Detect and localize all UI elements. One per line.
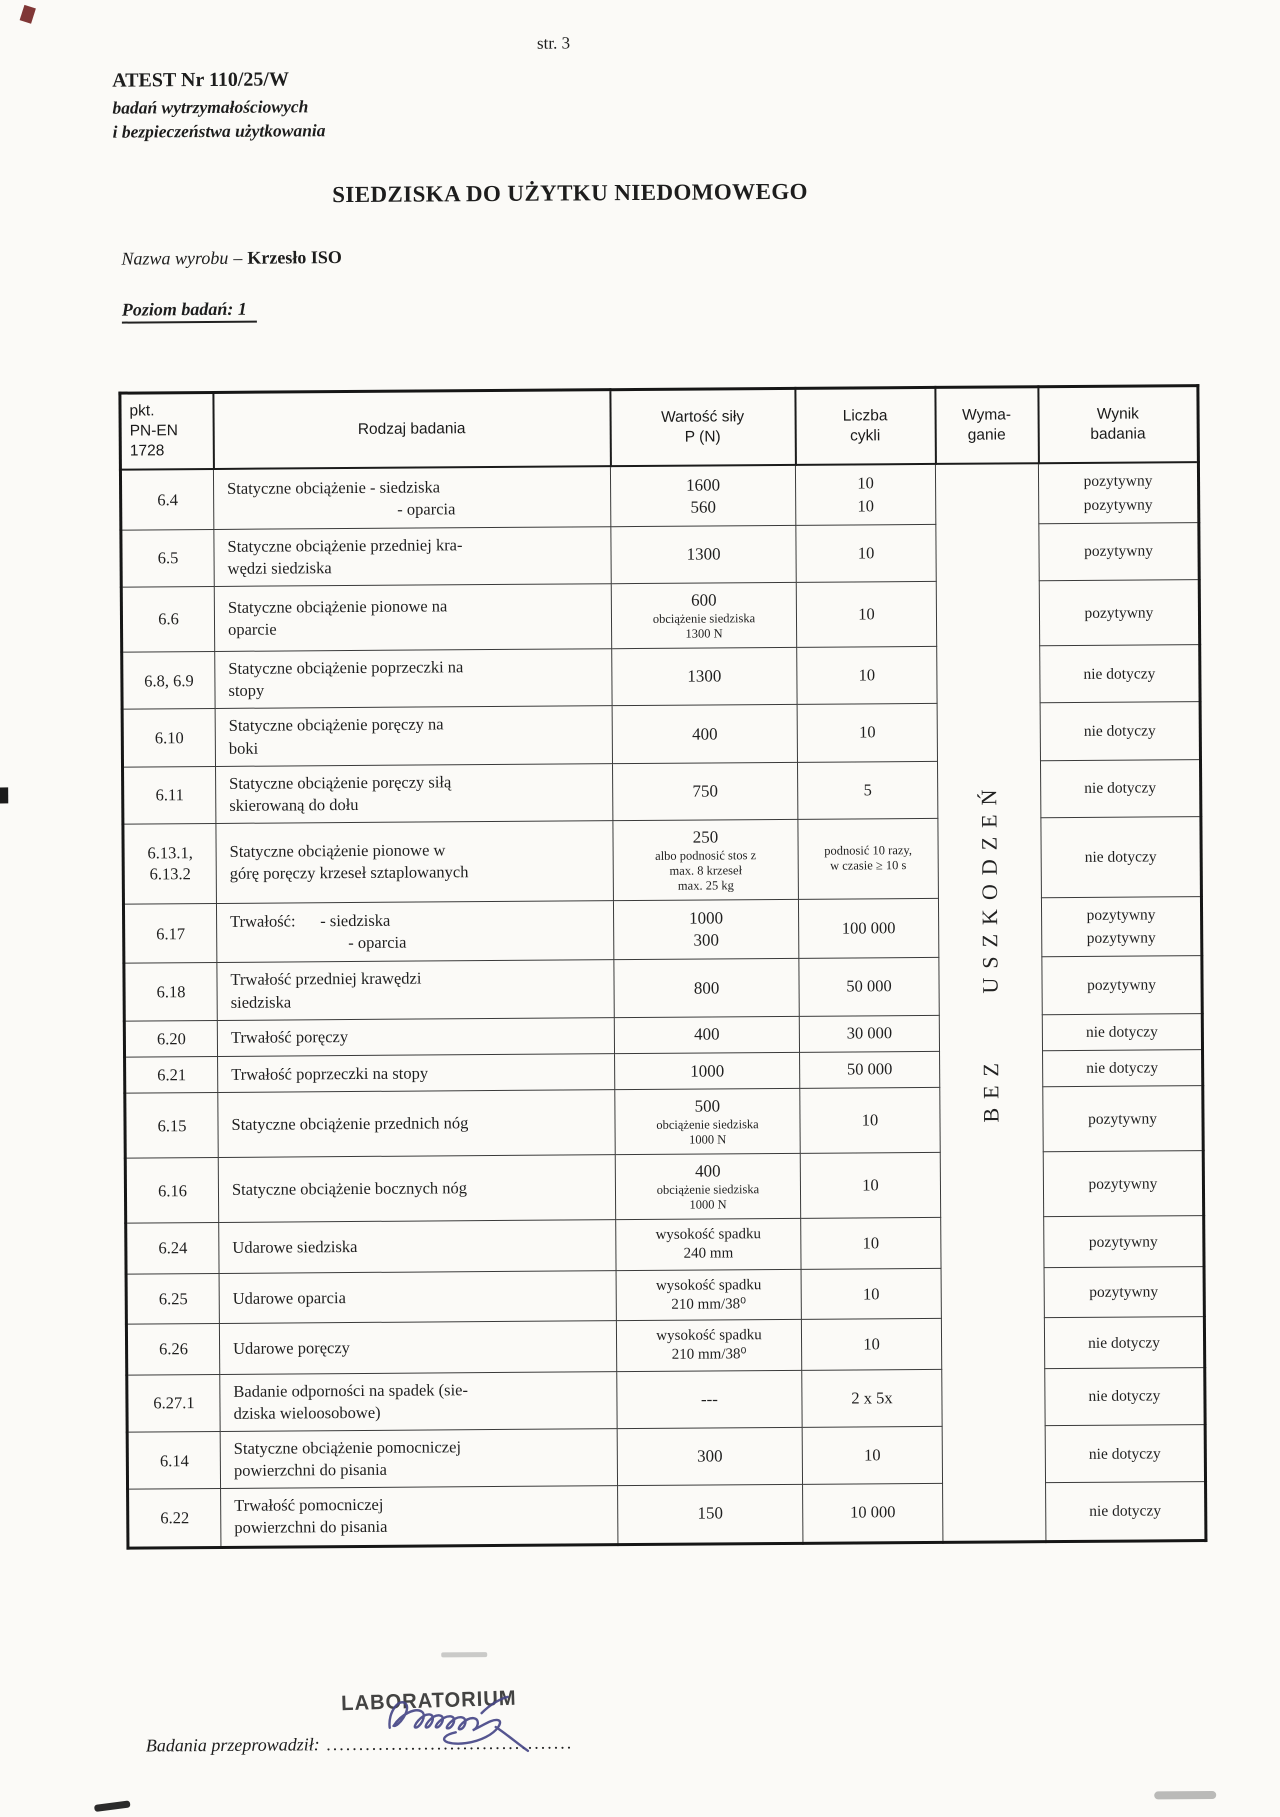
cycles-value: 10 xyxy=(864,1445,881,1465)
result-value: nie dotyczy xyxy=(1083,722,1156,740)
force-value: wysokość spadku xyxy=(656,1327,762,1345)
cycles-value: 10 xyxy=(858,604,875,624)
col-header-line: P (N) xyxy=(684,428,721,446)
cell-liczba-cykli xyxy=(803,1484,943,1543)
force-value: 150 xyxy=(697,1503,724,1524)
cell-wynik-badania xyxy=(1039,580,1199,646)
cycles-value: 10 xyxy=(857,543,875,563)
test-line: Udarowe siedziska xyxy=(232,1237,358,1257)
test-line: Statyczne obciążenie poprzeczki na xyxy=(228,657,464,679)
cell-pkt xyxy=(122,652,215,710)
cell-pkt xyxy=(127,1374,220,1432)
certificate-subtitle-line2: i bezpieczeństwa użytkowania xyxy=(112,119,326,142)
cell-pkt xyxy=(127,1432,220,1490)
cell-liczba-cykli xyxy=(801,1218,941,1269)
table-row xyxy=(120,463,1198,531)
cell-rodzaj-badania xyxy=(218,1090,615,1158)
cell-wartosc-sily xyxy=(615,1089,800,1155)
force-value: 400 xyxy=(694,1024,720,1044)
product-label: Nazwa wyrobu xyxy=(121,247,229,269)
cell-wartosc-sily xyxy=(615,1052,800,1090)
col-header-line: Wartość siły xyxy=(661,408,745,426)
result-value: nie dotyczy xyxy=(1085,1023,1158,1041)
force-value: 400 xyxy=(691,723,718,744)
cell-wynik-badania xyxy=(1038,463,1198,524)
cell-liczba-cykli xyxy=(800,1051,940,1088)
pkt-line: 6.10 xyxy=(154,728,184,748)
test-line: Statyczne obciążenie poręczy siłą xyxy=(229,771,452,793)
cell-liczba-cykli xyxy=(797,704,937,762)
cycles-value: 10 xyxy=(857,473,874,493)
cell-wartosc-sily xyxy=(613,819,799,900)
pkt-line: 6.27.1 xyxy=(153,1393,195,1413)
cell-liczba-cykli xyxy=(798,898,938,958)
col-header-line: Rodzaj badania xyxy=(357,420,466,439)
scan-artifact xyxy=(0,787,8,803)
test-line: Statyczne obciążenie pionowe na xyxy=(227,596,448,617)
result-value: nie dotyczy xyxy=(1083,665,1156,683)
cycles-value: 5 xyxy=(863,780,872,800)
cell-liczba-cykli xyxy=(796,582,936,648)
pkt-line: 6.26 xyxy=(159,1339,189,1359)
cycles-value: 10 xyxy=(862,1233,880,1253)
dotted-line: ........................... xyxy=(319,1732,502,1755)
cell-liczba-cykli xyxy=(802,1427,942,1485)
force-value: wysokość spadku xyxy=(655,1226,762,1244)
force-value: 600 xyxy=(691,590,717,610)
signature-label: Badania przeprowadził: xyxy=(145,1734,320,1756)
cell-pkt xyxy=(125,1093,218,1159)
force-value: --- xyxy=(700,1389,718,1409)
test-line: Trwałość przedniej krawędzi xyxy=(230,969,422,990)
cell-liczba-cykli xyxy=(798,818,939,899)
cell-rodzaj-badania xyxy=(221,1486,618,1547)
cell-pkt xyxy=(124,963,217,1021)
test-line: stopy xyxy=(228,680,265,701)
cycles-value: 10 xyxy=(861,1110,879,1130)
cell-wynik-badania xyxy=(1040,702,1200,760)
cell-wynik-badania xyxy=(1046,1482,1206,1541)
result-value: pozytywny xyxy=(1087,976,1157,994)
product-line xyxy=(121,247,342,270)
cell-rodzaj-badania xyxy=(218,1054,615,1093)
cell-liczba-cykli xyxy=(800,1088,940,1154)
requirement-cell xyxy=(935,464,1046,1542)
cell-pkt xyxy=(122,709,215,767)
scan-artifact xyxy=(441,1652,487,1657)
cell-pkt xyxy=(126,1324,219,1375)
result-value: nie dotyczy xyxy=(1088,1444,1161,1463)
pkt-line: 6.13.2 xyxy=(149,864,191,884)
result-value: nie dotyczy xyxy=(1084,779,1157,798)
cycles-note: w czasie ≥ 10 s xyxy=(830,858,907,874)
col-header-line: Wyma- xyxy=(962,406,1012,424)
force-note: max. 25 kg xyxy=(677,878,734,893)
cell-liczba-cykli xyxy=(797,647,937,705)
cell-rodzaj-badania xyxy=(220,1429,617,1489)
cell-rodzaj-badania xyxy=(215,649,612,709)
test-line: Statyczne obciążenie pomocniczej xyxy=(233,1437,462,1458)
test-line: dziska wieloosobowe) xyxy=(233,1402,381,1423)
force-note: max. 8 krzeseł xyxy=(669,863,743,878)
test-level-label: Poziom badań: 1 xyxy=(122,299,257,324)
col-header-line: PN-EN xyxy=(129,422,178,440)
result-value: pozytywny xyxy=(1086,906,1156,924)
cell-pkt xyxy=(123,823,217,904)
result-value: pozytywny xyxy=(1086,929,1156,948)
cell-wynik-badania xyxy=(1041,816,1202,897)
force-note: albo podnosić stos z xyxy=(655,848,757,863)
test-line: Trwałość poprzeczki na stopy xyxy=(231,1062,429,1084)
cell-wartosc-sily xyxy=(616,1219,801,1271)
col-header-pkt xyxy=(120,392,214,470)
cell-rodzaj-badania xyxy=(219,1271,616,1324)
result-value: pozytywny xyxy=(1088,1175,1158,1193)
force-value: 300 xyxy=(697,1446,723,1466)
cell-wynik-badania xyxy=(1043,1086,1203,1152)
cell-rodzaj-badania xyxy=(215,706,612,766)
cell-wartosc-sily xyxy=(617,1370,802,1429)
cycles-value: 100 000 xyxy=(841,918,896,938)
cell-rodzaj-badania xyxy=(218,1155,615,1223)
force-note: 1000 N xyxy=(689,1197,727,1213)
pkt-line: 6.6 xyxy=(158,609,179,629)
test-line: Badanie odporności na spadek (sie- xyxy=(233,1380,469,1401)
result-value: nie dotyczy xyxy=(1084,848,1157,866)
scan-artifact xyxy=(94,1800,131,1812)
result-value: nie dotyczy xyxy=(1086,1059,1159,1077)
result-value: pozytywny xyxy=(1089,1283,1159,1301)
test-line: Statyczne obciążenie poręczy na xyxy=(228,714,444,736)
cell-wartosc-sily xyxy=(616,1320,801,1372)
cell-pkt xyxy=(125,1056,218,1093)
scan-artifact xyxy=(20,5,36,24)
cell-wynik-badania xyxy=(1044,1317,1204,1369)
cell-rodzaj-badania xyxy=(217,960,614,1020)
requirement-vertical-text: BEZ USZKODZEŃ xyxy=(976,780,1004,1124)
dotted-line-tail: ........... xyxy=(501,1732,574,1753)
cell-wartosc-sily xyxy=(612,648,797,707)
pkt-line: 6.16 xyxy=(157,1180,187,1200)
cycles-value: 2 x 5x xyxy=(851,1388,893,1408)
pkt-line: 6.15 xyxy=(157,1115,187,1135)
cell-rodzaj-badania xyxy=(219,1220,616,1273)
result-value: pozytywny xyxy=(1083,496,1153,514)
cell-liczba-cykli xyxy=(801,1319,941,1370)
cell-wynik-badania xyxy=(1043,1151,1203,1217)
cell-pkt xyxy=(126,1273,219,1324)
col-header-line: Liczba xyxy=(842,407,888,425)
result-value: pozytywny xyxy=(1084,542,1154,561)
cell-rodzaj-badania xyxy=(214,527,611,587)
col-header-liczba-cykli xyxy=(795,387,936,465)
test-line: Statyczne obciążenie bocznych nóg xyxy=(231,1178,468,1200)
test-line: Statyczne obciążenie przednich nóg xyxy=(231,1113,469,1135)
cell-pkt xyxy=(121,587,214,653)
force-value: 1000 xyxy=(690,1060,725,1081)
force-value: 500 xyxy=(694,1096,721,1116)
cell-pkt xyxy=(126,1223,219,1274)
test-line: oparcie xyxy=(227,619,277,640)
col-header-line: ganie xyxy=(967,426,1006,444)
pkt-line: 6.14 xyxy=(159,1450,189,1470)
document-title: SIEDZISKA DO UŻYTKU NIEDOMOWEGO xyxy=(332,178,808,208)
cell-wynik-badania xyxy=(1040,759,1200,817)
force-value: 1000 xyxy=(689,908,724,928)
result-value: pozytywny xyxy=(1084,603,1154,622)
test-line: powierzchni do pisania xyxy=(234,1517,388,1538)
force-value: 800 xyxy=(693,977,720,998)
force-note: 1300 N xyxy=(685,626,723,641)
results-table-header-row xyxy=(120,386,1199,470)
col-header-line: cykli xyxy=(850,427,881,445)
cell-wartosc-sily xyxy=(615,1154,800,1220)
cell-wartosc-sily xyxy=(613,762,798,821)
certificate-subtitle-line1: badań wytrzymałościowych xyxy=(112,96,309,118)
cell-wynik-badania xyxy=(1044,1266,1204,1318)
product-name: Krzesło ISO xyxy=(247,247,342,268)
cell-wartosc-sily xyxy=(611,525,796,584)
pkt-line: 6.18 xyxy=(156,982,186,1002)
pkt-line: 6.8, 6.9 xyxy=(144,670,194,691)
cell-rodzaj-badania xyxy=(220,1372,617,1432)
signature-scrawl xyxy=(385,1687,535,1760)
pkt-line: 6.22 xyxy=(160,1507,190,1528)
test-results-table xyxy=(118,384,1207,1549)
handwritten-signature xyxy=(385,1687,536,1765)
test-line: siedziska xyxy=(230,992,292,1012)
cell-wartosc-sily xyxy=(613,899,798,960)
force-note: obciążenie siedziska xyxy=(656,1117,759,1133)
pkt-line: 6.17 xyxy=(156,923,186,943)
result-value: nie dotyczy xyxy=(1088,1387,1161,1406)
cell-wartosc-sily xyxy=(614,1016,799,1054)
cell-wynik-badania xyxy=(1042,1013,1202,1050)
cell-wynik-badania xyxy=(1042,956,1202,1014)
result-value: nie dotyczy xyxy=(1088,1333,1161,1352)
cell-pkt xyxy=(123,766,216,824)
cell-pkt xyxy=(121,529,214,587)
scan-artifact xyxy=(1154,1791,1216,1799)
cell-wynik-badania xyxy=(1039,523,1199,581)
cycles-value: 30 000 xyxy=(846,1023,893,1043)
cell-liczba-cykli xyxy=(802,1369,942,1427)
col-header-line: 1728 xyxy=(129,442,165,460)
cycles-value: 10 000 xyxy=(849,1502,896,1522)
cell-rodzaj-badania xyxy=(219,1321,616,1374)
cell-liczba-cykli xyxy=(799,958,939,1016)
cycles-note: podnosić 10 razy, xyxy=(824,842,913,858)
col-header-wartosc-sily xyxy=(610,388,796,466)
pkt-line: 6.24 xyxy=(158,1238,188,1258)
cell-pkt xyxy=(123,903,216,963)
cycles-value: 10 xyxy=(862,1175,879,1195)
page-number: str. 3 xyxy=(536,33,571,53)
test-line: Statyczne obciążenie - siedziska xyxy=(227,476,441,498)
cycles-value: 10 xyxy=(862,1283,880,1303)
certificate-header xyxy=(112,66,325,144)
test-line: Udarowe poręczy xyxy=(233,1338,350,1358)
cell-rodzaj-badania xyxy=(213,467,610,530)
col-header-line: badania xyxy=(1090,425,1146,444)
force-note: obciążenie siedziska xyxy=(652,611,756,627)
test-line: Statyczne obciążenie pionowe w xyxy=(229,840,446,862)
cell-wynik-badania xyxy=(1045,1367,1205,1425)
test-line: Trwałość: - siedziska xyxy=(230,910,391,931)
cell-liczba-cykli xyxy=(797,761,937,819)
col-header-wynik-badania xyxy=(1038,386,1199,464)
col-header-wymaganie xyxy=(935,387,1039,465)
cell-wynik-badania xyxy=(1040,645,1200,703)
cycles-value: 10 xyxy=(858,665,876,685)
cell-pkt xyxy=(120,469,213,530)
cycles-value: 10 xyxy=(863,1334,880,1354)
cell-liczba-cykli xyxy=(799,1015,939,1052)
result-value: pozytywny xyxy=(1087,1110,1157,1128)
cell-wartosc-sily xyxy=(618,1485,803,1545)
force-value: wysokość spadku xyxy=(655,1277,762,1294)
force-value: 1300 xyxy=(686,544,721,564)
cycles-value: 50 000 xyxy=(846,976,892,997)
cycles-value: 50 000 xyxy=(846,1059,893,1079)
force-note: obciążenie siedziska xyxy=(656,1182,760,1198)
force-value: 240 mm xyxy=(683,1245,734,1262)
force-value: 1600 xyxy=(685,475,721,495)
cell-rodzaj-badania xyxy=(216,901,613,963)
result-value: pozytywny xyxy=(1083,472,1153,491)
test-line: Trwałość poręczy xyxy=(230,1027,349,1048)
pkt-line: 6.5 xyxy=(157,548,179,568)
test-line: boki xyxy=(228,738,259,758)
test-line: Statyczne obciążenie przedniej kra- xyxy=(227,535,463,556)
force-value: 210 mm/38⁰ xyxy=(671,1346,747,1363)
cell-wartosc-sily xyxy=(616,1269,801,1321)
laboratory-stamp: LABORATORIUM xyxy=(340,1686,517,1716)
col-header-rodzaj-badania xyxy=(213,390,611,470)
cell-wynik-badania xyxy=(1043,1050,1203,1087)
cycles-value: 10 xyxy=(857,496,875,516)
cell-rodzaj-badania xyxy=(217,1017,614,1056)
cell-wartosc-sily xyxy=(617,1427,802,1486)
cell-pkt xyxy=(125,1158,218,1224)
cycles-value: 10 xyxy=(858,722,876,742)
pkt-line: 6.20 xyxy=(156,1028,186,1048)
col-header-line: Wynik xyxy=(1096,405,1139,423)
cell-wynik-badania xyxy=(1041,897,1201,958)
pkt-line: 6.4 xyxy=(157,490,179,510)
results-table-body xyxy=(120,463,1205,1548)
result-value: pozytywny xyxy=(1088,1232,1158,1251)
result-value: nie dotyczy xyxy=(1089,1502,1162,1520)
test-line: - oparcia xyxy=(397,498,456,519)
force-note: 1000 N xyxy=(689,1132,727,1147)
cell-liczba-cykli xyxy=(796,524,936,582)
pkt-line: 6.13.1, xyxy=(147,843,193,863)
force-value: 750 xyxy=(692,781,719,801)
cell-rodzaj-badania xyxy=(214,584,611,652)
test-line: - oparcia xyxy=(348,932,407,953)
cell-wynik-badania xyxy=(1045,1425,1205,1483)
test-line: Trwałość pomocniczej xyxy=(234,1495,384,1516)
col-header-line: pkt. xyxy=(129,402,155,420)
dash: – xyxy=(233,247,243,268)
force-value: 250 xyxy=(692,827,719,847)
cell-wartosc-sily xyxy=(610,465,795,526)
cell-wartosc-sily xyxy=(614,959,799,1018)
test-line: górę poręczy krzeseł sztaplowanych xyxy=(229,862,469,884)
cell-liczba-cykli xyxy=(801,1268,941,1319)
cell-wartosc-sily xyxy=(611,583,796,649)
pkt-line: 6.21 xyxy=(157,1065,187,1085)
force-value: 300 xyxy=(693,930,720,950)
cell-rodzaj-badania xyxy=(216,763,613,823)
certificate-number: ATEST Nr 110/25/W xyxy=(112,68,290,92)
cell-liczba-cykli xyxy=(795,464,935,525)
test-line: powierzchni do pisania xyxy=(233,1459,388,1481)
cell-rodzaj-badania xyxy=(216,821,614,904)
test-line: skierowaną do dołu xyxy=(229,794,359,815)
force-value: 560 xyxy=(690,497,717,517)
cell-pkt xyxy=(124,1020,217,1057)
cell-pkt xyxy=(128,1489,221,1548)
pkt-line: 6.25 xyxy=(158,1289,188,1309)
test-line: Udarowe oparcia xyxy=(232,1287,346,1308)
pkt-line: 6.11 xyxy=(155,785,184,805)
cell-wartosc-sily xyxy=(612,705,797,764)
cell-wynik-badania xyxy=(1044,1216,1204,1268)
force-value: 1300 xyxy=(687,666,722,686)
cell-liczba-cykli xyxy=(800,1153,940,1219)
test-line: wędzi siedziska xyxy=(227,558,332,578)
force-value: 210 mm/38⁰ xyxy=(671,1295,747,1313)
force-value: 400 xyxy=(695,1161,721,1181)
